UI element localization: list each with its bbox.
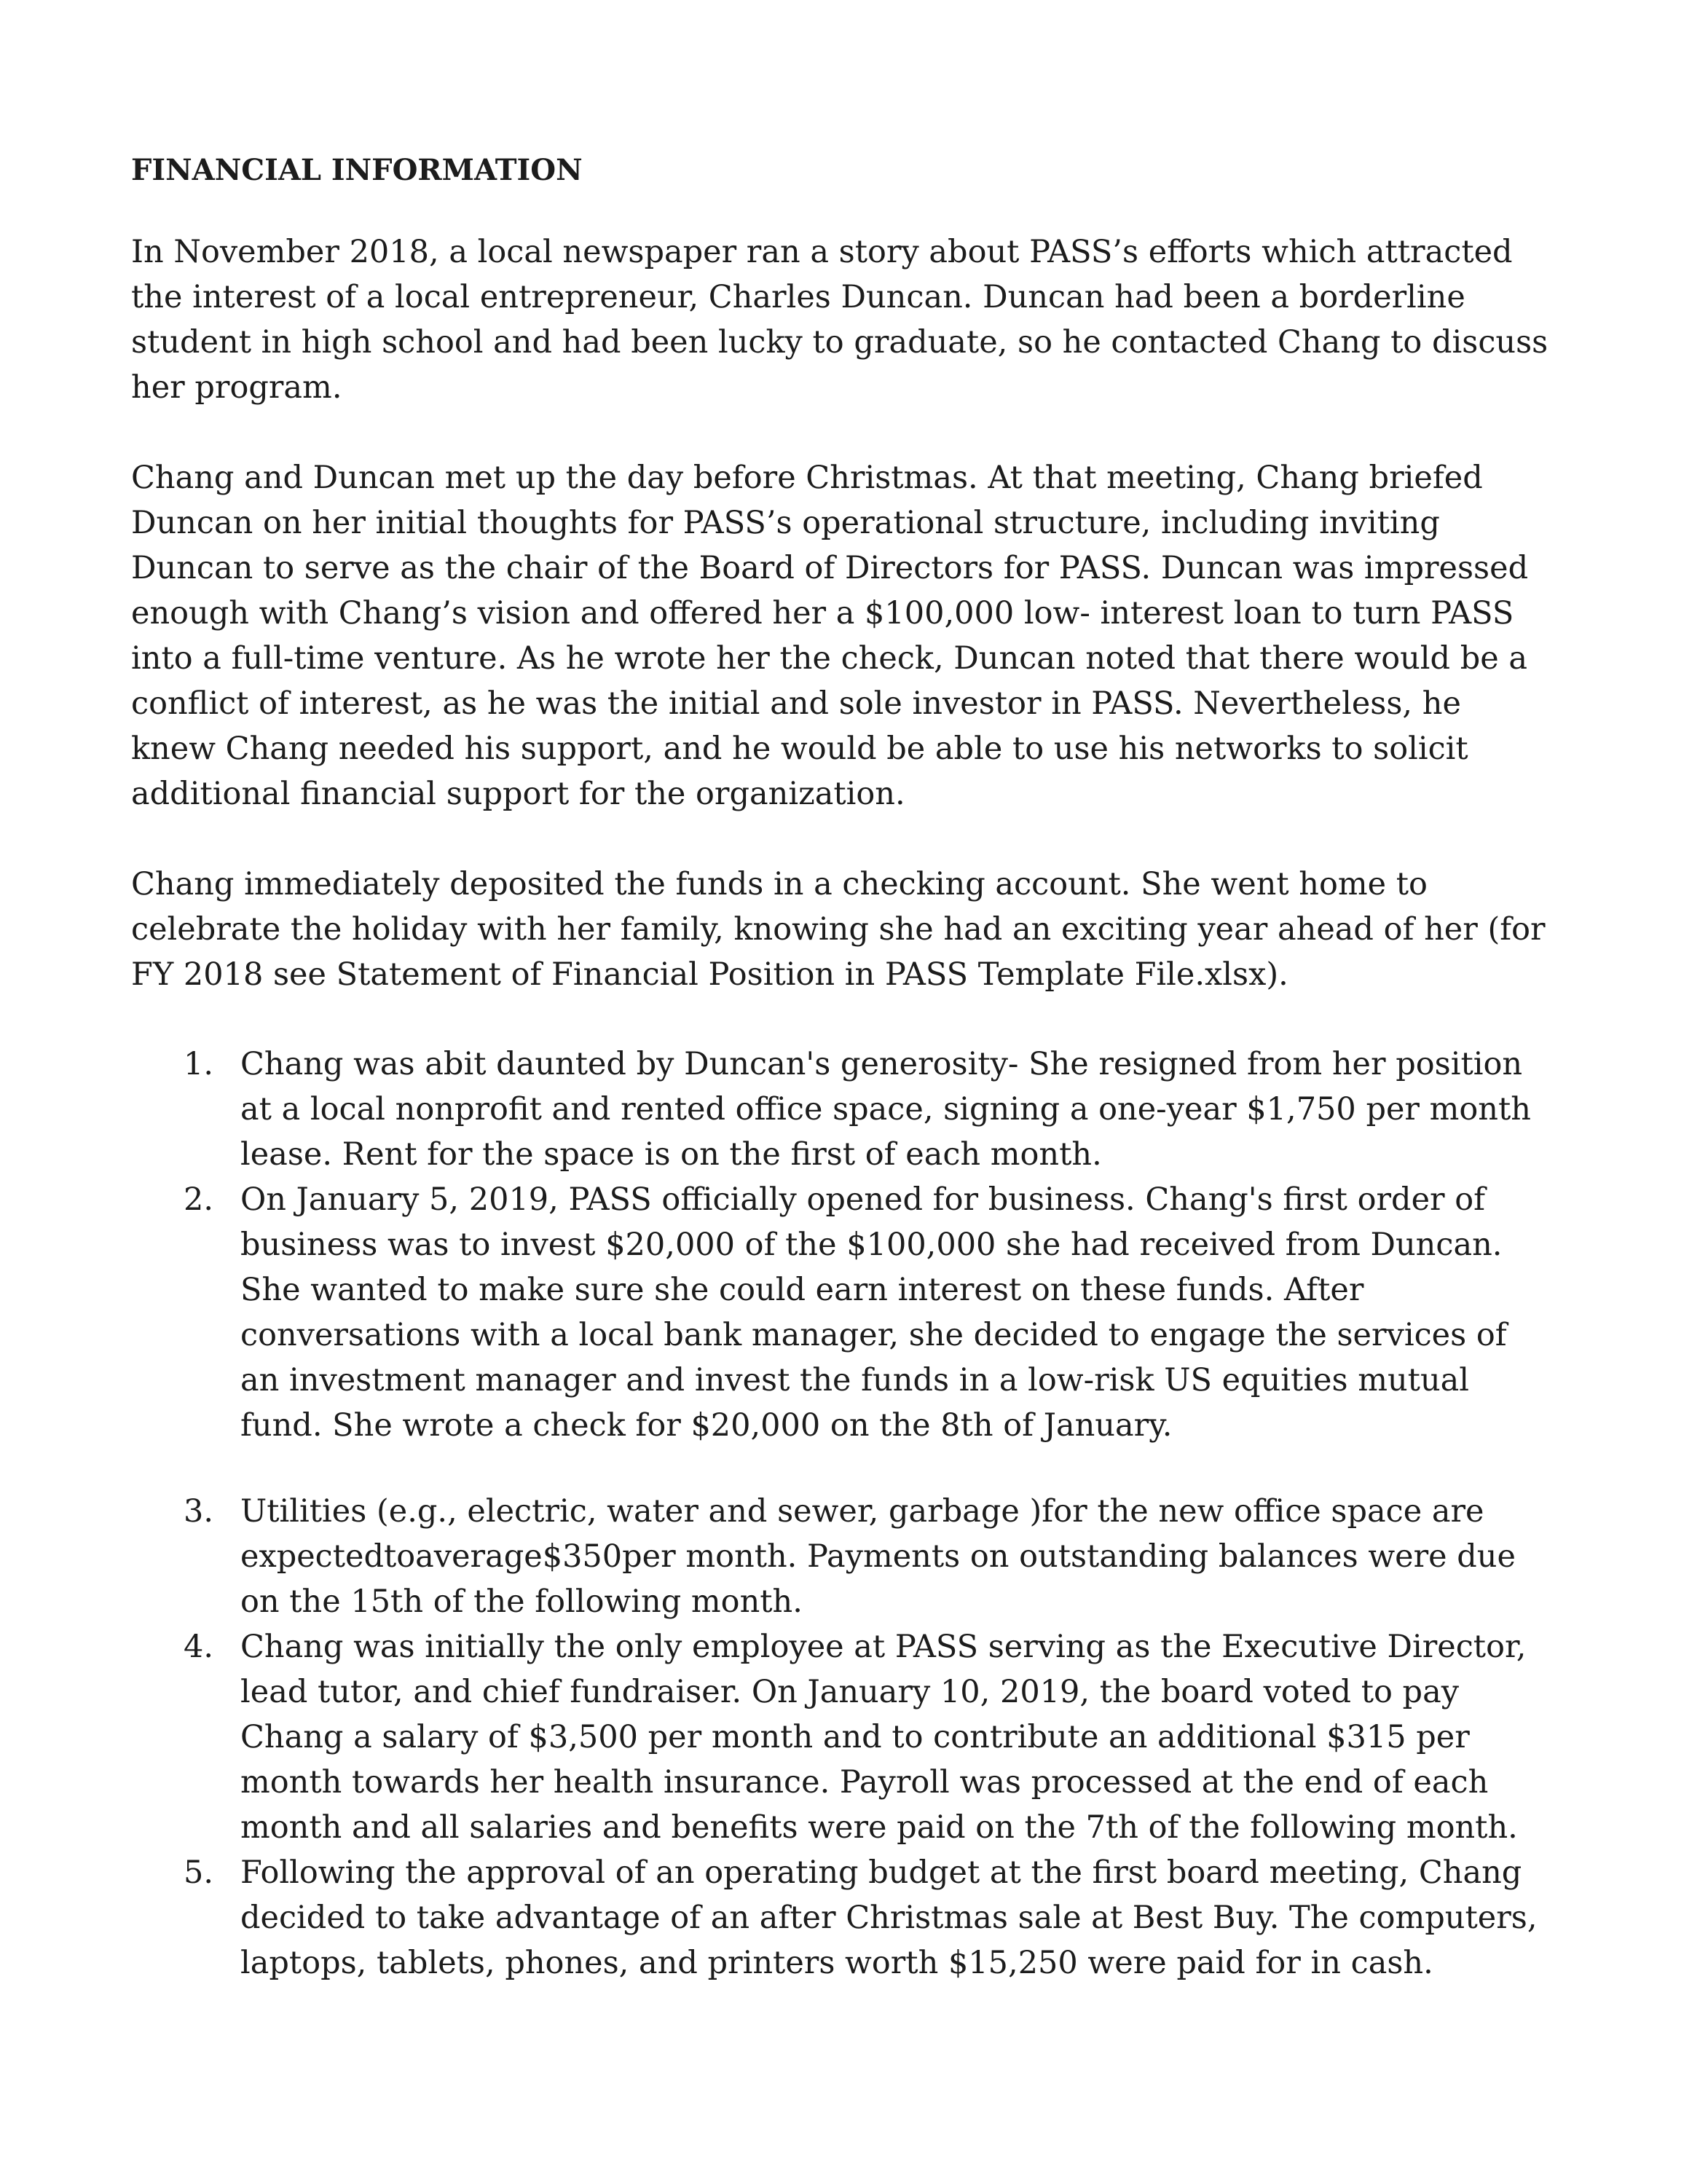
list-item: [131, 1042, 1551, 1177]
list-item-number: 2.: [184, 1181, 214, 1218]
document-page: [131, 149, 1551, 1981]
list-item-number: 5.: [184, 1854, 214, 1891]
list-item-number: 1.: [184, 1046, 214, 1082]
list-item: [131, 1177, 1551, 1448]
list-item-number: 4.: [184, 1629, 214, 1665]
list-item-text: Utilities (e.g., electric, water and sewer, garbage )for the new office space are expectedtoaverage$350per month. Payments on outstanding balances were due on the 15th of the following month.: [240, 1493, 1516, 1620]
list-item-text: On January 5, 2019, PASS officially opened for business. Chang's first order of business was to invest $20,000 of the $100,000 she had received from Duncan. She wanted to make sure she could earn interest on these funds. After conversations with a local bank manager, she decided to engage the services of an investment manager and invest the funds in a low-risk US equities mutual fund. She wrote a check for $20,000 on the 8th of January.: [240, 1181, 1507, 1444]
paragraph-meeting: Chang and Duncan met up the day before Christmas. At that meeting, Chang briefed Duncan on her initial thoughts for PASS’s operational structure, including inviting Duncan to serve as the chair of the Board of Directors for PASS. Duncan was impressed enough with Chang’s vision and offered her a $100,000 low- interest loan to turn PASS into a full-time venture. As he wrote her the check, Duncan noted that there would be a conflict of interest, as he was the initial and sole investor in PASS. Nevertheless, he knew Chang needed his support, and he would be able to use his networks to solicit additional financial support for the organization.: [131, 460, 1529, 812]
list-item-text: Chang was initially the only employee at PASS serving as the Executive Director, lead tutor, and chief fundraiser. On January 10, 2019, the board voted to pay Chang a salary of $3,500 per month and to contribute an additional $315 per month towards her health insurance. Payroll was processed at the end of each month and all salaries and benefits were paid on the 7th of the following month.: [240, 1629, 1527, 1846]
list-item: [131, 1624, 1551, 1850]
list-item: [131, 1489, 1551, 1624]
section-heading: FINANCIAL INFORMATION: [131, 153, 583, 187]
list-item-text: Following the approval of an operating budget at the first board meeting, Chang decided to take advantage of an after Christmas sale at Best Buy. The computers, laptops, tablets, phones, and printers worth $15,250 were paid for in cash.: [240, 1854, 1538, 1981]
list-item-text: Chang was abit daunted by Duncan's generosity- She resigned from her position at a local nonprofit and rented office space, signing a one-year $1,750 per month lease. Rent for the space is on the first of each month.: [240, 1046, 1531, 1173]
paragraph-deposit: Chang immediately deposited the funds in a checking account. She went home to celebrate the holiday with her family, knowing she had an exciting year ahead of her (for FY 2018 see Statement of Financial Position in PASS Template File.xlsx).: [131, 866, 1546, 993]
numbered-list: [131, 1042, 1551, 1986]
list-item-number: 3.: [184, 1493, 214, 1530]
list-item: [131, 1850, 1551, 1986]
paragraph-intro: In November 2018, a local newspaper ran a story about PASS’s efforts which attracted the interest of a local entrepreneur, Charles Duncan. Duncan had been a borderline student in high school and had been lucky to graduate, so he contacted Chang to discuss her program.: [131, 234, 1548, 406]
